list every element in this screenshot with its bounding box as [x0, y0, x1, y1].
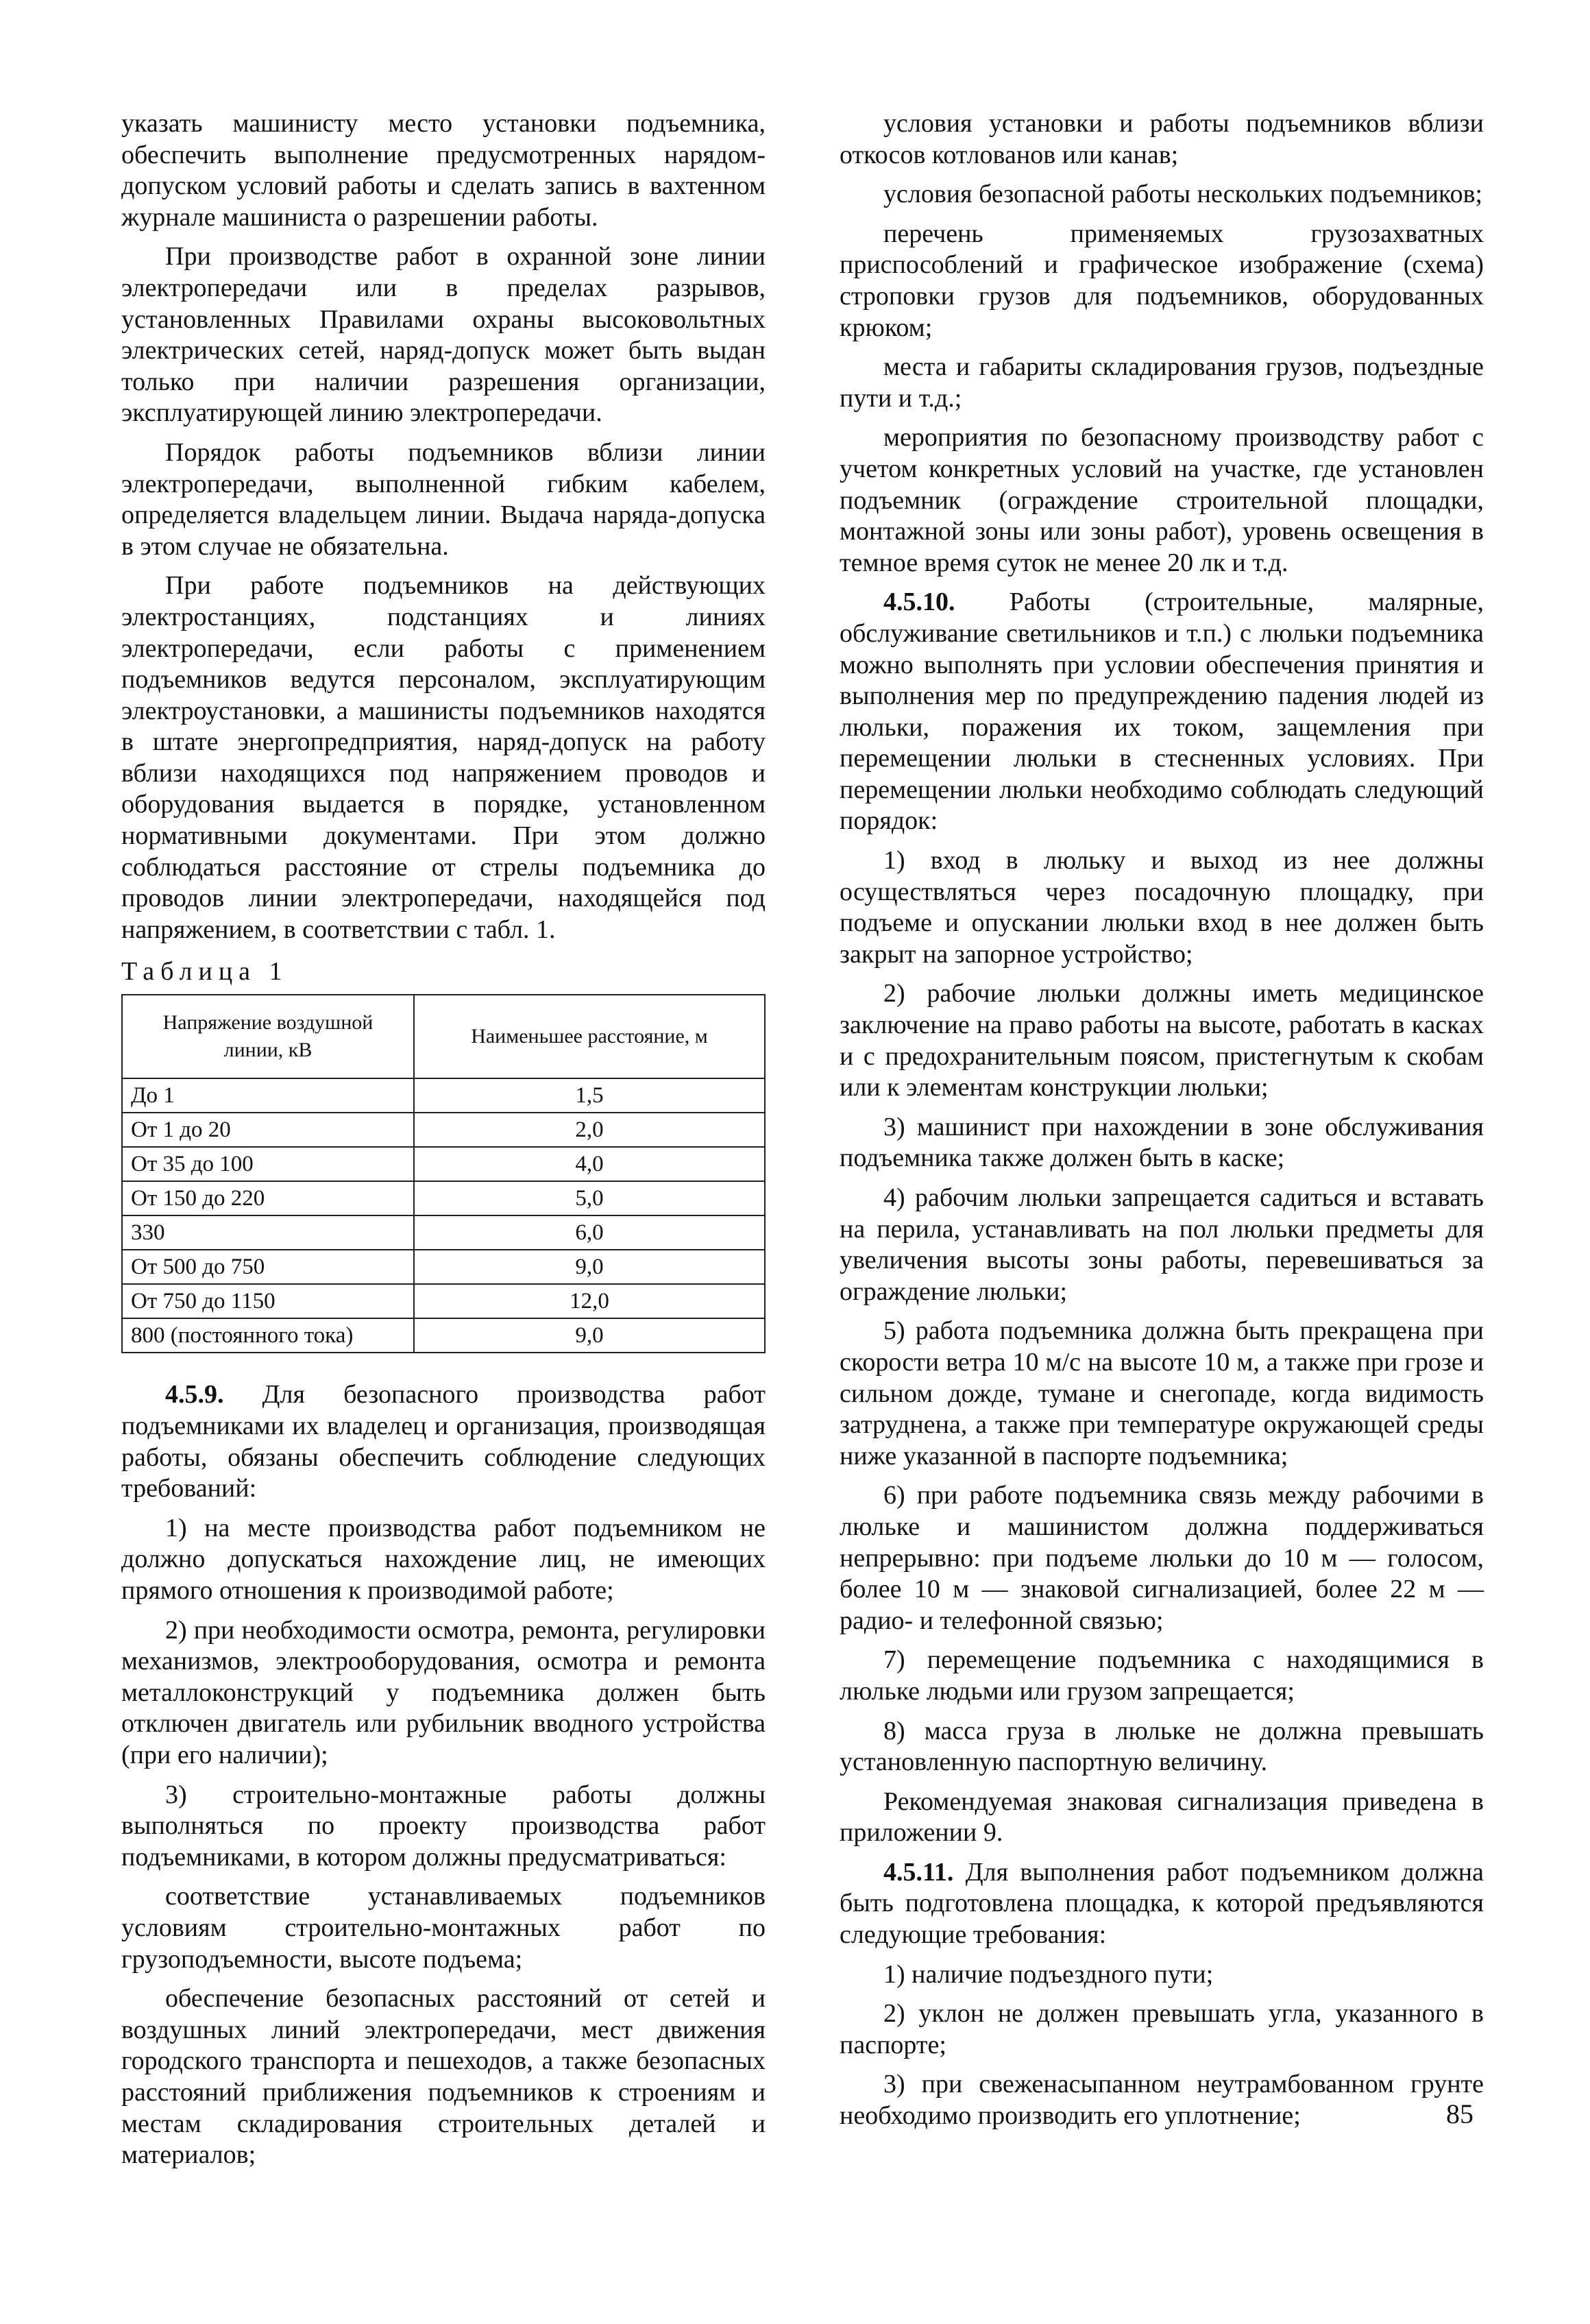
table-header-row — [122, 995, 765, 1078]
table-row — [122, 1215, 765, 1250]
table-row — [122, 1318, 765, 1353]
table-row — [122, 1181, 765, 1215]
list-item: условия безопасной работы нескольких подъемников; — [883, 180, 1483, 209]
distance-cell: 5,0 — [414, 1181, 765, 1215]
right-column — [840, 108, 1484, 2132]
section-4-5-9 — [121, 1379, 766, 1504]
section-number: 4.5.9. — [165, 1380, 224, 1409]
distance-cell: 4,0 — [414, 1147, 765, 1181]
list-item: условия установки и работы подъемников вблизи откосов котлованов или канав; — [840, 109, 1484, 169]
distance-cell: 1,5 — [414, 1078, 765, 1113]
voltage-cell: От 150 до 220 — [122, 1181, 414, 1215]
list-item: 2) рабочие люльки должны иметь медицинское заключение на право работы на высоте, работать в касках и с предохранительным поясом, пристегнутым к скобам или к элементам конструкции люльки; — [840, 979, 1484, 1102]
distance-table — [121, 994, 766, 1353]
list-item: 8) масса груза в люльке не должна превышать установленную паспортную величину. — [840, 1716, 1484, 1777]
list-item: 2) уклон не должен превышать угла, указанного в паспорте; — [840, 1999, 1484, 2059]
distance-cell: 6,0 — [414, 1215, 765, 1250]
paragraph: При производстве работ в охранной зоне линии электропередачи или в пределах разрывов, установленных Правилами охраны высоковольтных электрических сетей, наряд-допуск может быть выдан только при наличии разрешения организации, эксплуатирующей линию электропередачи. — [121, 242, 766, 428]
section-text: Для безопасного производства работ подъемниками их владелец и организация, производящая работы, обязаны обеспечить соблюдение следующих требований: — [121, 1380, 766, 1503]
section-number: 4.5.10. — [883, 588, 955, 617]
distance-cell: 2,0 — [414, 1113, 765, 1147]
paragraph: указать машинисту место установки подъемника, обеспечить выполнение предусмотренных нарядом-допуском условий работы и сделать запись в вахтенном журнале машиниста о разрешении работы. — [121, 109, 766, 232]
voltage-cell: 800 (постоянного тока) — [122, 1318, 414, 1353]
column-header-voltage: Напряжение воздушной линии, кВ — [122, 995, 414, 1078]
table-row — [122, 1113, 765, 1147]
list-item: 5) работа подъемника должна быть прекращена при скорости ветра 10 м/с на высоте 10 м, а также при грозе и сильном дожде, тумане и снегопаде, когда видимость затруднена, а также при температуре окружающей среды ниже указанной в паспорте подъемника; — [840, 1316, 1484, 1470]
list-item: 3) при свеженасыпанном неутрамбованном грунте необходимо производить его уплотнение; — [840, 2070, 1484, 2131]
table-caption: Таблица 1 — [121, 957, 289, 987]
column-header-distance: Наименьшее расстояние, м — [414, 995, 765, 1078]
list-item: 3) машинист при нахождении в зоне обслуживания подъемника также должен быть в каске; — [840, 1112, 1484, 1173]
list-item: 4) рабочим люльки запрещается садиться и вставать на перила, устанавливать на пол люльки предметы для увеличения высоты зоны работы, перевешиваться за ограждение люльки; — [840, 1183, 1484, 1306]
distance-cell: 9,0 — [414, 1250, 765, 1284]
section-text: Для выполнения работ подъемником должна быть подготовлена площадка, к которой предъявляются следующие требования: — [840, 1857, 1484, 1950]
distance-cell: 9,0 — [414, 1318, 765, 1353]
section-4-5-11 — [840, 1857, 1484, 1951]
list-item: обеспечение безопасных расстояний от сетей и воздушных линий электропередачи, мест движения городского транспорта и пешеходов, а также безопасных расстояний приближения подъемников к строениям и местам складирования строительных деталей и материалов; — [121, 1984, 766, 2170]
table-row — [122, 1284, 765, 1318]
list-item: 6) при работе подъемника связь между рабочими в люльке и машинистом должна поддерживаться непрерывно: при подъеме люльки до 10 м — голосом, более 10 м — знаковой сигнализацией, более 22 м — радио- и телефонной связью; — [840, 1481, 1484, 1635]
section-4-5-10 — [840, 587, 1484, 837]
section-text: Работы (строительные, малярные, обслуживание светильников и т.п.) с люльки подъемника можно выполнять при условии обеспечения принятия и выполнения мер по предупреждению падения людей из люльки, поражения их током, защемления при перемещении люльки в стесненных условиях. При перемещении люльки необходимо соблюдать следующий порядок: — [840, 588, 1484, 836]
left-column — [121, 108, 766, 2171]
section-number: 4.5.11. — [883, 1857, 954, 1887]
voltage-cell: От 500 до 750 — [122, 1250, 414, 1284]
list-item: 7) перемещение подъемника с находящимися в люльке людьми или грузом запрещается; — [840, 1645, 1484, 1706]
list-item: места и габариты складирования грузов, подъездные пути и т.д.; — [840, 352, 1484, 413]
list-item: соответствие устанавливаемых подъемников условиям строительно-монтажных работ по грузоподъемности, высоте подъема; — [121, 1882, 766, 1974]
list-item: перечень применяемых грузозахватных приспособлений и графическое изображение (схема) строповки грузов для подъемников, оборудованных крюком; — [840, 219, 1484, 342]
list-item: 2) при необходимости осмотра, ремонта, регулировки механизмов, электрооборудования, осмотра и ремонта металлоконструкций у подъемника должен быть отключен двигатель или рубильник вводного устройства (при его наличии); — [121, 1615, 766, 1769]
distance-cell: 12,0 — [414, 1284, 765, 1318]
paragraph: Рекомендуемая знаковая сигнализация приведена в приложении 9. — [840, 1787, 1484, 1848]
table-row — [122, 1147, 765, 1181]
table-row — [122, 1250, 765, 1284]
voltage-cell: До 1 — [122, 1078, 414, 1113]
list-item: 1) вход в люльку и выход из нее должны осуществляться через посадочную площадку, при подъеме и опускании люльки вход в нее должен быть закрыт на запорное устройство; — [840, 846, 1484, 969]
list-item: 1) наличие подъездного пути; — [883, 1959, 1214, 1989]
page-number: 85 — [1446, 2098, 1473, 2129]
voltage-cell: 330 — [122, 1215, 414, 1250]
table-row — [122, 1078, 765, 1113]
voltage-cell: От 1 до 20 — [122, 1113, 414, 1147]
paragraph: При работе подъемников на действующих электростанциях, подстанциях и линиях электропередачи, если работы с применением подъемников ведутся персоналом, эксплуатирующим электроустановки, а машинисты подъемников находятся в штате энергопредприятия, наряд-допуск на работу вблизи находящихся под напряжением проводов и оборудования выдается в порядке, установленном нормативными документами. При этом должно соблюдаться расстояние от стрелы подъемника до проводов линии электропередачи, находящейся под напряжением, в соответствии с табл. 1. — [121, 571, 766, 944]
list-item: мероприятия по безопасному производству работ с учетом конкретных условий на участке, где установлен подъемник (ограждение строительной площадки, монтажной зоны или зоны работ), уровень освещения в темное время суток не менее 20 лк и т.д. — [840, 423, 1484, 577]
list-item: 3) строительно-монтажные работы должны выполняться по проекту производства работ подъемниками, в котором должны предусматриваться: — [121, 1780, 766, 1872]
voltage-cell: От 750 до 1150 — [122, 1284, 414, 1318]
paragraph: Порядок работы подъемников вблизи линии электропередачи, выполненной гибким кабелем, определяется владельцем линии. Выдача наряда-допуска в этом случае не обязательна. — [121, 437, 766, 561]
voltage-cell: От 35 до 100 — [122, 1147, 414, 1181]
list-item: 1) на месте производства работ подъемником не должно допускаться нахождение лиц, не имеющих прямого отношения к производимой работе; — [121, 1513, 766, 1605]
